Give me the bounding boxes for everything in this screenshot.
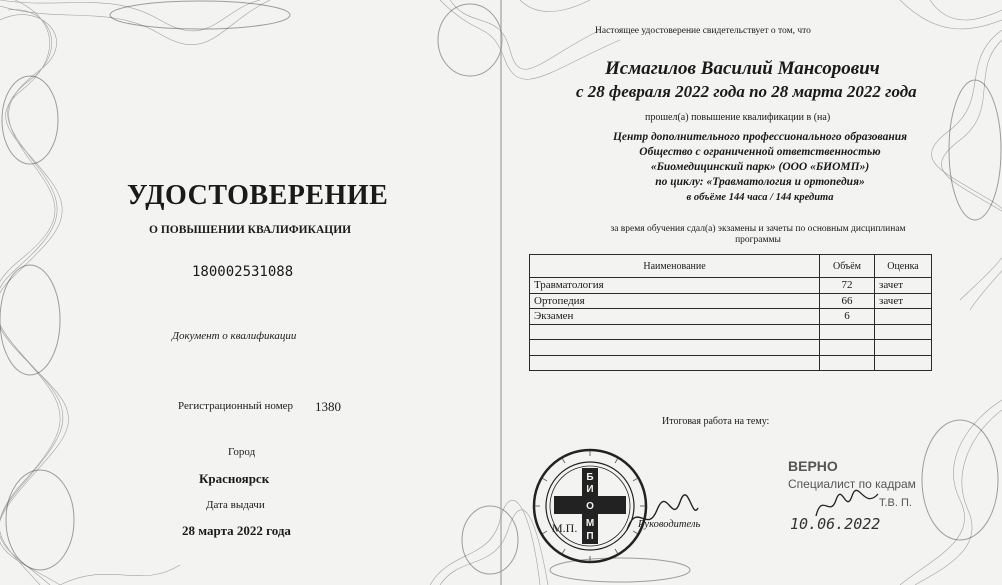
training-period: с 28 февраля 2022 года по 28 марта 2022 года <box>576 82 917 101</box>
registration-number: 1380 <box>315 399 341 414</box>
table-row <box>530 355 932 371</box>
head-label: Руководитель <box>638 519 701 530</box>
subject-cell: Экзамен <box>530 309 820 325</box>
verified-stamp-initials: Т.В. П. <box>879 497 912 509</box>
volume-cell <box>820 355 875 371</box>
grade-cell <box>875 355 932 371</box>
final-work-label: Итоговая работа на тему: <box>662 416 770 427</box>
grade-cell <box>875 309 932 325</box>
certificate-number: 180002531088 <box>192 264 294 280</box>
volume-cell <box>820 340 875 356</box>
seal-letter: И <box>586 484 594 495</box>
exams-line: за время обучения сдал(а) экзамены и зачеты по основным дисциплинам <box>610 224 906 234</box>
holder-name: Исмагилов Василий Мансорович <box>605 58 880 79</box>
seal-letter: П <box>586 531 594 542</box>
table-header-row <box>530 255 932 278</box>
issue-date-value: 28 марта 2022 года <box>182 523 291 538</box>
header-grade: Оценка <box>875 255 932 278</box>
org-line: «Биомедицинский парк» (ООО «БИОМП») <box>650 161 870 173</box>
grade-cell <box>875 340 932 356</box>
registration-label: Регистрационный номер <box>178 400 294 412</box>
volume-cell: 72 <box>820 278 875 294</box>
subject-cell: Ортопедия <box>530 293 820 309</box>
passed-text: прошел(а) повышение квалификации в (на) <box>645 112 831 123</box>
subject-cell <box>530 340 820 356</box>
certificate-subtitle: О ПОВЫШЕНИИ КВАЛИФИКАЦИИ <box>149 224 352 236</box>
organization-block <box>560 130 960 205</box>
table-row <box>530 278 932 294</box>
subject-cell <box>530 324 820 340</box>
seal-letter: О <box>586 501 594 512</box>
grade-cell <box>875 324 932 340</box>
table-row <box>530 293 932 309</box>
right-page <box>502 0 1002 585</box>
exams-line: программы <box>735 235 781 245</box>
table-row <box>530 340 932 356</box>
director-signature-icon <box>622 490 702 540</box>
header-volume: Объём <box>820 255 875 278</box>
left-page <box>0 0 500 585</box>
city-label: Город <box>228 446 256 458</box>
org-line: по циклу: «Травматология и ортопедия» <box>655 176 865 188</box>
issue-date-label: Дата выдачи <box>206 499 265 511</box>
seal-letter: М <box>585 518 595 529</box>
verified-stamp-specialist: Специалист по кадрам <box>788 477 916 491</box>
document-type: Документ о квалификации <box>172 330 297 342</box>
table-row <box>530 324 932 340</box>
certifies-text: Настоящее удостоверение свидетельствует о том, что <box>595 26 811 36</box>
volume-cell: 6 <box>820 309 875 325</box>
subject-cell <box>530 355 820 371</box>
grade-cell: зачет <box>875 278 932 294</box>
seal-mp-label: М.П. <box>552 521 578 535</box>
header-name: Наименование <box>530 255 820 278</box>
verified-stamp-title: ВЕРНО <box>788 458 838 474</box>
city-value: Красноярск <box>199 471 270 486</box>
volume-cell: 66 <box>820 293 875 309</box>
org-line: в объёме 144 часа / 144 кредита <box>686 192 834 203</box>
certificate-title: УДОСТОВЕРЕНИЕ <box>127 180 389 211</box>
table-row <box>530 309 932 325</box>
seal-letter: Б <box>586 472 594 483</box>
grade-cell: зачет <box>875 293 932 309</box>
volume-cell <box>820 324 875 340</box>
subject-cell: Травматология <box>530 278 820 294</box>
org-line: Общество с ограниченной ответственностью <box>639 146 881 158</box>
grades-table <box>529 254 932 371</box>
verified-date: 10.06.2022 <box>790 515 881 533</box>
exams-text <box>538 224 978 246</box>
org-line: Центр дополнительного профессионального образования <box>612 131 908 143</box>
